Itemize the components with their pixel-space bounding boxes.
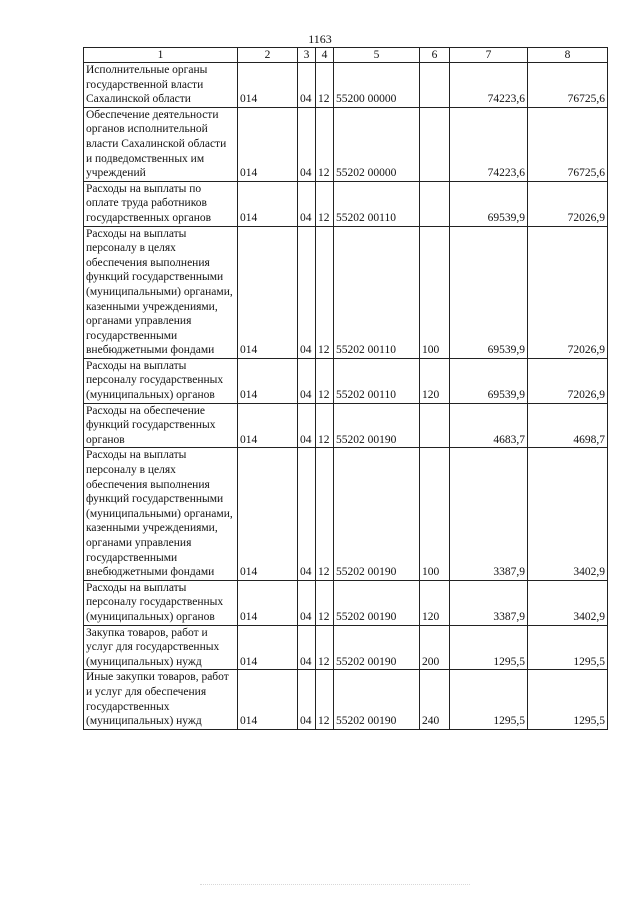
subsection-code-cell: 12 [316,448,334,580]
row-name-cell: Расходы на выплаты персоналу в целях обеспечения выполнения функций государственными (муниципальными) органами, казенными учреждениями, органами управления государственными внебюджетными фондами [84,448,238,580]
amount-year2-cell: 4698,7 [528,403,608,448]
admin-code-cell: 014 [238,580,298,625]
section-code-cell: 04 [298,670,316,729]
section-code-cell: 04 [298,403,316,448]
column-header: 4 [316,48,334,63]
amount-year2-cell: 76725,6 [528,107,608,181]
amount-year1-cell: 69539,9 [450,181,528,226]
table-header-row [84,48,608,63]
admin-code-cell: 014 [238,63,298,108]
subsection-code-cell: 12 [316,580,334,625]
column-header: 7 [450,48,528,63]
expense-type-cell [420,181,450,226]
amount-year1-cell: 3387,9 [450,580,528,625]
section-code-cell: 04 [298,448,316,580]
amount-year2-cell: 72026,9 [528,358,608,403]
expense-type-cell [420,63,450,108]
amount-year1-cell: 69539,9 [450,226,528,358]
table-row [84,448,608,580]
row-name-cell: Расходы на выплаты персоналу в целях обеспечения выполнения функций государственными (муниципальными) органами, казенными учреждениями, органами управления государственными внебюджетными фондами [84,226,238,358]
subsection-code-cell: 12 [316,625,334,670]
amount-year2-cell: 72026,9 [528,226,608,358]
target-article-cell: 55202 00190 [334,403,420,448]
target-article-cell: 55202 00110 [334,181,420,226]
expense-type-cell [420,403,450,448]
section-code-cell: 04 [298,625,316,670]
expense-type-cell: 120 [420,580,450,625]
subsection-code-cell: 12 [316,107,334,181]
column-header: 3 [298,48,316,63]
column-header: 2 [238,48,298,63]
column-header: 6 [420,48,450,63]
section-code-cell: 04 [298,107,316,181]
expense-type-cell [420,107,450,181]
section-code-cell: 04 [298,181,316,226]
subsection-code-cell: 12 [316,358,334,403]
table-row [84,226,608,358]
target-article-cell: 55202 00000 [334,107,420,181]
table-row [84,403,608,448]
target-article-cell: 55202 00190 [334,670,420,729]
amount-year1-cell: 1295,5 [450,625,528,670]
subsection-code-cell: 12 [316,63,334,108]
page-number: 1163 [308,32,332,46]
column-header: 5 [334,48,420,63]
row-name-cell: Иные закупки товаров, работ и услуг для обеспечения государственных (муниципальных) нужд [84,670,238,729]
amount-year2-cell: 76725,6 [528,63,608,108]
row-name-cell: Расходы на выплаты по оплате труда работников государственных органов [84,181,238,226]
expense-type-cell: 120 [420,358,450,403]
column-header: 8 [528,48,608,63]
scan-artifact [200,884,470,889]
target-article-cell: 55200 00000 [334,63,420,108]
amount-year1-cell: 69539,9 [450,358,528,403]
section-code-cell: 04 [298,63,316,108]
expense-type-cell: 200 [420,625,450,670]
row-name-cell: Расходы на обеспечение функций государственных органов [84,403,238,448]
table-row [84,625,608,670]
target-article-cell: 55202 00190 [334,580,420,625]
expense-type-cell: 100 [420,226,450,358]
section-code-cell: 04 [298,226,316,358]
expense-type-cell: 100 [420,448,450,580]
amount-year2-cell: 72026,9 [528,181,608,226]
column-header: 1 [84,48,238,63]
subsection-code-cell: 12 [316,226,334,358]
admin-code-cell: 014 [238,107,298,181]
table-row [84,670,608,729]
target-article-cell: 55202 00110 [334,358,420,403]
table-row [84,358,608,403]
table-row [84,181,608,226]
table-body [84,63,608,730]
row-name-cell: Обеспечение деятельности органов исполнительной власти Сахалинской области и подведомственных им учреждений [84,107,238,181]
admin-code-cell: 014 [238,181,298,226]
amount-year1-cell: 1295,5 [450,670,528,729]
amount-year2-cell: 1295,5 [528,625,608,670]
subsection-code-cell: 12 [316,403,334,448]
admin-code-cell: 014 [238,403,298,448]
section-code-cell: 04 [298,358,316,403]
admin-code-cell: 014 [238,448,298,580]
table-row [84,580,608,625]
admin-code-cell: 014 [238,625,298,670]
amount-year2-cell: 1295,5 [528,670,608,729]
amount-year1-cell: 74223,6 [450,107,528,181]
expense-type-cell: 240 [420,670,450,729]
subsection-code-cell: 12 [316,670,334,729]
row-name-cell: Расходы на выплаты персоналу государственных (муниципальных) органов [84,358,238,403]
amount-year2-cell: 3402,9 [528,580,608,625]
row-name-cell: Исполнительные органы государственной власти Сахалинской области [84,63,238,108]
target-article-cell: 55202 00190 [334,448,420,580]
admin-code-cell: 014 [238,670,298,729]
row-name-cell: Закупка товаров, работ и услуг для государственных (муниципальных) нужд [84,625,238,670]
target-article-cell: 55202 00110 [334,226,420,358]
subsection-code-cell: 12 [316,181,334,226]
amount-year2-cell: 3402,9 [528,448,608,580]
admin-code-cell: 014 [238,358,298,403]
admin-code-cell: 014 [238,226,298,358]
amount-year1-cell: 74223,6 [450,63,528,108]
amount-year1-cell: 4683,7 [450,403,528,448]
budget-table [83,47,608,730]
section-code-cell: 04 [298,580,316,625]
row-name-cell: Расходы на выплаты персоналу государственных (муниципальных) органов [84,580,238,625]
target-article-cell: 55202 00190 [334,625,420,670]
amount-year1-cell: 3387,9 [450,448,528,580]
table-row [84,107,608,181]
table-row [84,63,608,108]
